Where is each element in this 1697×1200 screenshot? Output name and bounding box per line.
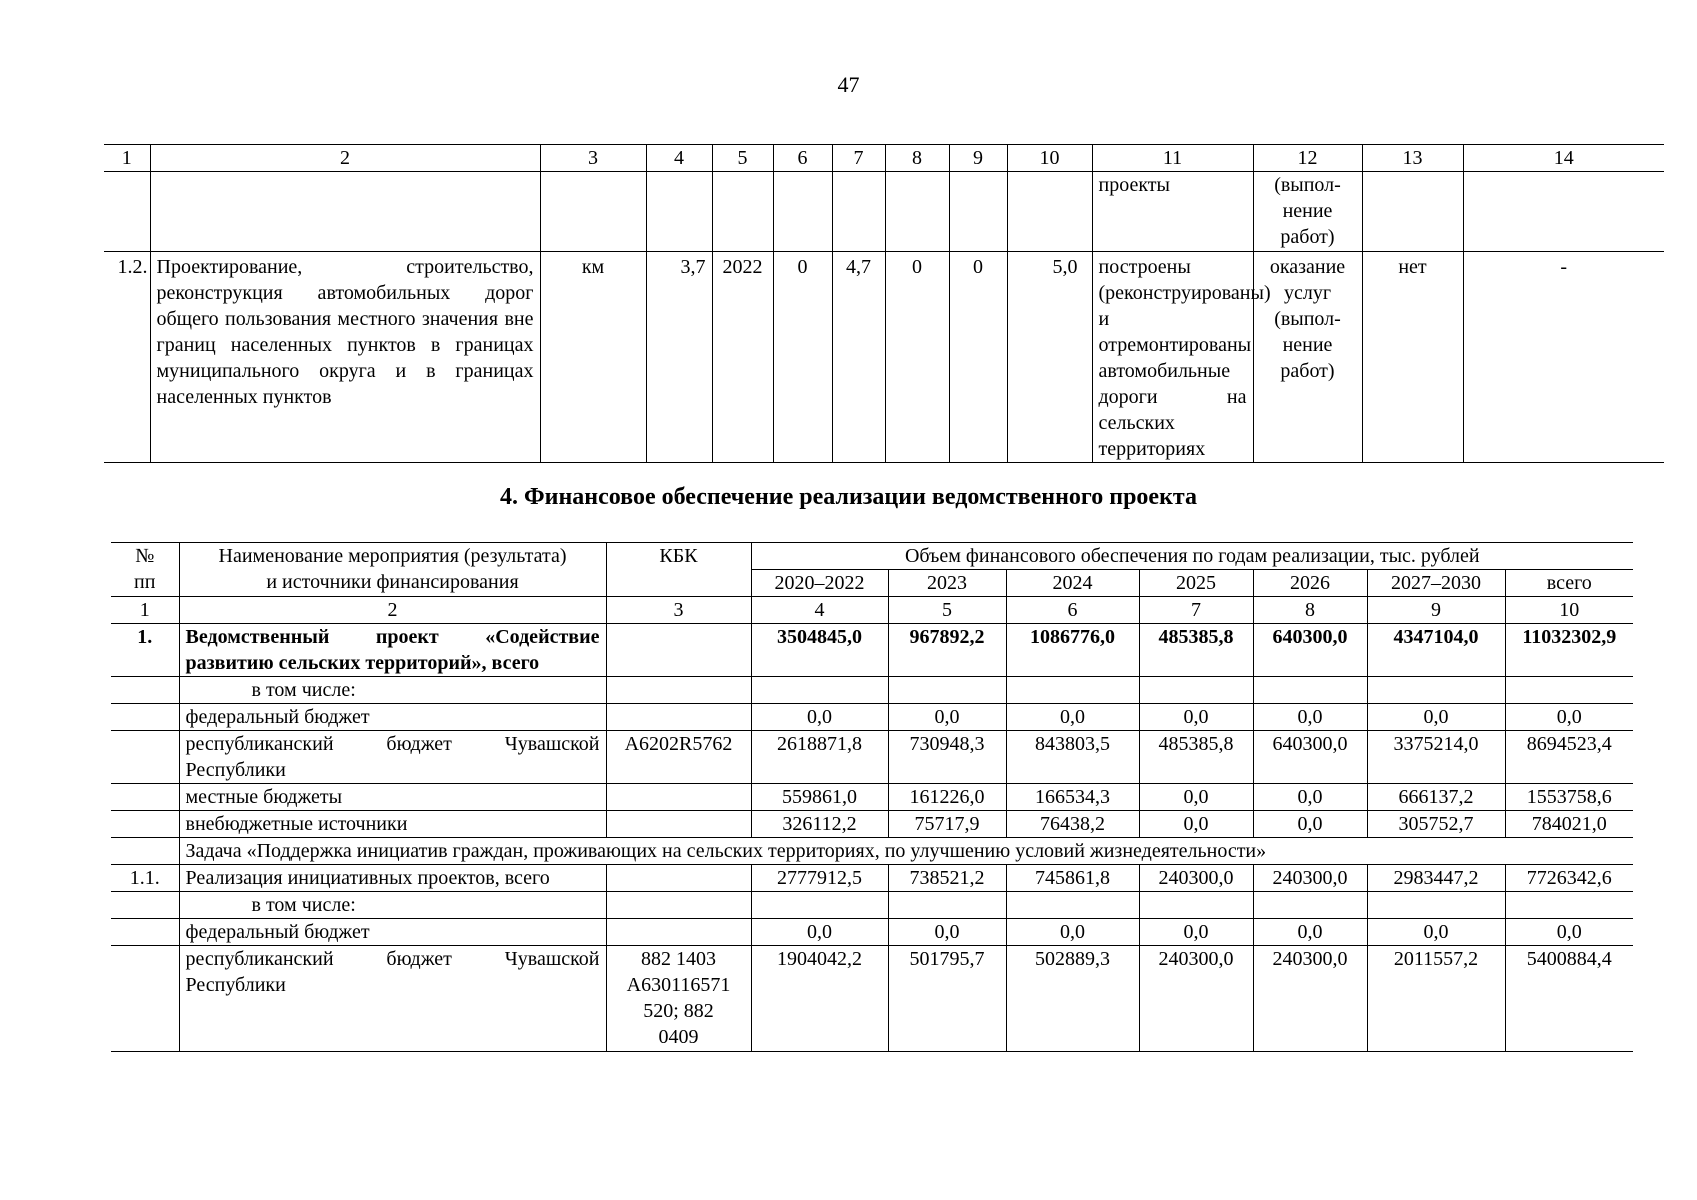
value-cell: 0,0 (888, 704, 1006, 731)
row-name: местные бюджеты (179, 784, 606, 811)
row-kbk (606, 784, 751, 811)
value-cell: 0,0 (1253, 704, 1367, 731)
cell-c7: 4,7 (832, 252, 885, 463)
value-cell: 3375214,0 (1367, 731, 1505, 784)
column-index-row (104, 145, 1664, 172)
table-row (111, 704, 1633, 731)
row-name: внебюджетные источники (179, 811, 606, 838)
value-cell: 0,0 (1367, 919, 1505, 946)
value-cell: 240300,0 (1253, 865, 1367, 892)
table-row (111, 784, 1633, 811)
row-kbk (606, 704, 751, 731)
financing-table (111, 542, 1633, 1052)
cell-c4: 3,7 (646, 252, 712, 463)
value-cell: 166534,3 (1006, 784, 1139, 811)
row-name: Ведомственный проект «Содействие развитию сельских территорий», всего (179, 624, 606, 677)
value-cell: 0,0 (1253, 811, 1367, 838)
section-heading: 4. Финансовое обеспечение реализации ведомственного проекта (500, 484, 1197, 510)
value-cell: 4347104,0 (1367, 624, 1505, 677)
value-cell: 0,0 (1367, 704, 1505, 731)
value-cell: 0,0 (1006, 919, 1139, 946)
table-row (111, 946, 1633, 1052)
value-cell: 240300,0 (1139, 946, 1253, 1052)
column-index-row: 1 2 3 4 5 6 7 8 9 10 (111, 597, 1633, 624)
value-cell: 0,0 (751, 919, 888, 946)
cell-c5: 2022 (712, 252, 773, 463)
value-cell: 0,0 (1139, 704, 1253, 731)
task-title: Задача «Поддержка инициатив граждан, проживающих на сельских территориях, по улучшению условий жизнедеятельности» (179, 838, 1633, 865)
value-cell: 240300,0 (1139, 865, 1253, 892)
col-index: 11 (1092, 145, 1253, 172)
value-cell: 501795,7 (888, 946, 1006, 1052)
cell-unit: км (540, 252, 646, 463)
row-kbk (606, 919, 751, 946)
col-index: 13 (1362, 145, 1463, 172)
value-cell: 0,0 (888, 919, 1006, 946)
header-year: 2023 (888, 570, 1006, 597)
row-number: 1. (111, 624, 179, 677)
cell-c12: оказание услуг (выпол- нение работ) (1253, 252, 1362, 463)
row-number: 1.2. (104, 252, 150, 463)
value-cell: 730948,3 (888, 731, 1006, 784)
value-cell: 666137,2 (1367, 784, 1505, 811)
value-cell: 967892,2 (888, 624, 1006, 677)
header-volume: Объем финансового обеспечения по годам реализации, тыс. рублей (751, 543, 1633, 570)
value-cell: 7726342,6 (1505, 865, 1633, 892)
row-kbk: 882 1403 А630116571 520; 882 0409 (606, 946, 751, 1052)
value-cell: 738521,2 (888, 865, 1006, 892)
value-cell: 0,0 (1253, 784, 1367, 811)
header-year: 2026 (1253, 570, 1367, 597)
continuation-row (104, 172, 1664, 252)
value-cell: 745861,8 (1006, 865, 1139, 892)
cell-c9: 0 (949, 252, 1007, 463)
cell-c11: проекты (1092, 172, 1253, 252)
cell-c11: построены (реконструированы) и отремонтированы автомобильные дороги на сельских территориях (1092, 252, 1253, 463)
value-cell: 240300,0 (1253, 946, 1367, 1052)
cell-c10: 5,0 (1007, 252, 1092, 463)
row-name: республиканский бюджет Чувашской Республики (179, 946, 606, 1052)
page-number: 47 (837, 72, 860, 97)
col-index: 3 (540, 145, 646, 172)
row-name: в том числе: (179, 892, 606, 919)
value-cell: 11032302,9 (1505, 624, 1633, 677)
header-row (111, 543, 1633, 570)
header-year: 2027–2030 (1367, 570, 1505, 597)
value-cell: 0,0 (751, 704, 888, 731)
value-cell: 2777912,5 (751, 865, 888, 892)
col-index: 5 (712, 145, 773, 172)
row-kbk (606, 865, 751, 892)
col-index: 1 (104, 145, 150, 172)
header-year: 2024 (1006, 570, 1139, 597)
value-cell: 0,0 (1139, 784, 1253, 811)
col-index: 9 (949, 145, 1007, 172)
col-index: 4 (646, 145, 712, 172)
row-kbk: А6202R5762 (606, 731, 751, 784)
value-cell: 76438,2 (1006, 811, 1139, 838)
cell-c13: нет (1362, 252, 1463, 463)
value-cell: 0,0 (1253, 919, 1367, 946)
row-number: 1.1. (111, 865, 179, 892)
row-name: федеральный бюджет (179, 704, 606, 731)
task-row (111, 838, 1633, 865)
value-cell: 1904042,2 (751, 946, 888, 1052)
value-cell: 485385,8 (1139, 731, 1253, 784)
cell-c12: (выпол- нение работ) (1253, 172, 1362, 252)
row-name: федеральный бюджет (179, 919, 606, 946)
cell-c8: 0 (885, 252, 949, 463)
value-cell: 784021,0 (1505, 811, 1633, 838)
value-cell: 640300,0 (1253, 624, 1367, 677)
col-index: 14 (1463, 145, 1664, 172)
value-cell: 326112,2 (751, 811, 888, 838)
col-index: 8 (885, 145, 949, 172)
table-row (111, 892, 1633, 919)
header-year: 2020–2022 (751, 570, 888, 597)
value-cell: 0,0 (1505, 704, 1633, 731)
col-index: 6 (773, 145, 832, 172)
row-kbk (606, 624, 751, 677)
row-name: республиканский бюджет Чувашской Республики (179, 731, 606, 784)
header-num: № пп (111, 543, 179, 597)
col-index: 2 (150, 145, 540, 172)
row-name: Проектирование, строительство, реконструкция автомобильных дорог общего пользования местного значения вне границ населенных пунктов в границах муниципального округа и в границах населенных пунктов (150, 252, 540, 463)
table-row (111, 677, 1633, 704)
col-index: 10 (1007, 145, 1092, 172)
value-cell: 5400884,4 (1505, 946, 1633, 1052)
value-cell: 640300,0 (1253, 731, 1367, 784)
cell-c6: 0 (773, 252, 832, 463)
value-cell: 0,0 (1139, 811, 1253, 838)
table-row (111, 731, 1633, 784)
value-cell: 2618871,8 (751, 731, 888, 784)
value-cell: 2983447,2 (1367, 865, 1505, 892)
value-cell: 2011557,2 (1367, 946, 1505, 1052)
value-cell: 485385,8 (1139, 624, 1253, 677)
value-cell: 3504845,0 (751, 624, 888, 677)
value-cell: 0,0 (1139, 919, 1253, 946)
value-cell: 559861,0 (751, 784, 888, 811)
value-cell: 161226,0 (888, 784, 1006, 811)
value-cell: 502889,3 (1006, 946, 1139, 1052)
value-cell: 1553758,6 (1505, 784, 1633, 811)
col-index: 12 (1253, 145, 1362, 172)
value-cell: 0,0 (1505, 919, 1633, 946)
row-name: в том числе: (179, 677, 606, 704)
header-total: всего (1505, 570, 1633, 597)
table-row (104, 252, 1664, 463)
table-row (111, 624, 1633, 677)
table-row (111, 919, 1633, 946)
results-table (104, 144, 1664, 463)
value-cell: 1086776,0 (1006, 624, 1139, 677)
header-year: 2025 (1139, 570, 1253, 597)
row-name: Реализация инициативных проектов, всего (179, 865, 606, 892)
value-cell: 843803,5 (1006, 731, 1139, 784)
table-row (111, 865, 1633, 892)
col-index: 7 (832, 145, 885, 172)
value-cell: 8694523,4 (1505, 731, 1633, 784)
header-kbk: КБК (606, 543, 751, 597)
cell-c14: - (1463, 252, 1664, 463)
value-cell: 0,0 (1006, 704, 1139, 731)
table-row (111, 811, 1633, 838)
row-kbk (606, 811, 751, 838)
header-name: Наименование мероприятия (результата) и источники финансирования (179, 543, 606, 597)
value-cell: 75717,9 (888, 811, 1006, 838)
value-cell: 305752,7 (1367, 811, 1505, 838)
